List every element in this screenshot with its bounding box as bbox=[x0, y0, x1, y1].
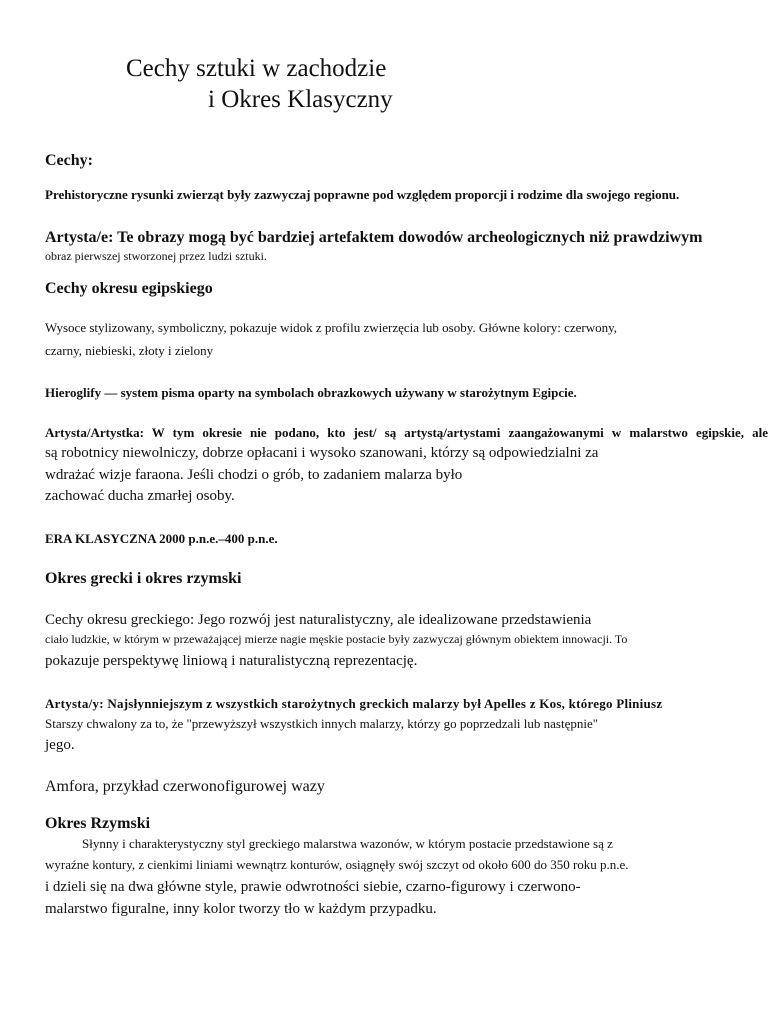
roman-paragraph-line-4: malarstwo figuralne, inny kolor tworzy tło w każdym przypadku. bbox=[45, 901, 437, 917]
egypt-heading: Cechy okresu egipskiego bbox=[45, 280, 213, 297]
roman-paragraph-line-3: i dzieli się na dwa główne style, prawie odwrotności siebie, czarno-figurowy i czerwono- bbox=[45, 879, 581, 895]
prehistoric-paragraph: Prehistoryczne rysunki zwierząt były zazwyczaj poprawne pod względem proporcji i rodzime dla swojego regionu. bbox=[45, 187, 680, 202]
hieroglify-paragraph: Hieroglify — system pisma oparty na symbolach obrazkowych używany w starożytnym Egipcie. bbox=[45, 385, 577, 400]
page-title-line-2: i Okres Klasyczny bbox=[208, 86, 393, 113]
greek-paragraph-line-1: Cechy okresu greckiego: Jego rozwój jest naturalistyczny, ale idealizowane przedstawienia bbox=[45, 612, 592, 628]
artist-paragraph-2-line-4: zachować ducha zmarłej osoby. bbox=[45, 488, 235, 504]
roman-paragraph-line-2: wyraźne kontury, z cienkimi liniami wewnątrz konturów, osiągnęły swój szczyt od około 600 do 350 roku p.n.e. bbox=[45, 857, 629, 872]
roman-heading: Okres Rzymski bbox=[45, 815, 151, 832]
roman-paragraph-line-1: Słynny i charakterystyczny styl greckiego malarstwa wazonów, w którym postacie przedstawione są z bbox=[82, 836, 613, 851]
artist-paragraph-2-line-1: Artysta/Artystka: W tym okresie nie podano, kto jest/ są artystą/artystami zaangażowanymi w malarstwo egipskie, ale bbox=[45, 425, 768, 440]
artist-paragraph-3-line-1: Artysta/y: Najsłynniejszym z wszystkich starożytnych greckich malarzy był Apelles z Kos, którego Pliniusz bbox=[45, 696, 663, 711]
greek-roman-heading: Okres grecki i okres rzymski bbox=[45, 570, 242, 587]
egypt-paragraph-line-2: czarny, niebieski, złoty i zielony bbox=[45, 343, 214, 358]
greek-paragraph-line-3: pokazuje perspektywę liniową i naturalistyczną reprezentację. bbox=[45, 653, 418, 669]
greek-paragraph-line-2: ciało ludzkie, w którym w przeważającej mierze nagie męskie postacie były zazwyczaj głównym obiektem innowacji. To bbox=[45, 632, 628, 646]
artist-paragraph-2-line-2: są robotnicy niewolniczy, dobrze opłacani i wysoko szanowani, którzy są odpowiedzialni za bbox=[45, 445, 599, 461]
artist-paragraph-1-line-1: Artysta/e: Te obrazy mogą być bardziej artefaktem dowodów archeologicznych niż prawdziwym bbox=[45, 229, 703, 246]
egypt-paragraph-line-1: Wysoce stylizowany, symboliczny, pokazuje widok z profilu zwierzęcia lub osoby. Główne kolory: czerwony, bbox=[45, 320, 618, 335]
artist-paragraph-1-line-2: obraz pierwszej stworzonej przez ludzi sztuki. bbox=[45, 249, 267, 263]
cechy-heading: Cechy: bbox=[45, 152, 93, 169]
page-title-line-1: Cechy sztuki w zachodzie bbox=[126, 55, 387, 82]
amfora-caption: Amfora, przykład czerwonofigurowej wazy bbox=[45, 778, 325, 795]
artist-paragraph-2-line-3: wdrażać wizje faraona. Jeśli chodzi o grób, to zadaniem malarza było bbox=[45, 467, 463, 483]
era-heading: ERA KLASYCZNA 2000 p.n.e.–400 p.n.e. bbox=[45, 531, 278, 546]
artist-paragraph-3-line-2: Starszy chwalony za to, że "przewyższył wszystkich innych malarzy, którzy go poprzedzali lub następnie" bbox=[45, 716, 599, 731]
artist-paragraph-3-line-3: jego. bbox=[45, 737, 75, 753]
